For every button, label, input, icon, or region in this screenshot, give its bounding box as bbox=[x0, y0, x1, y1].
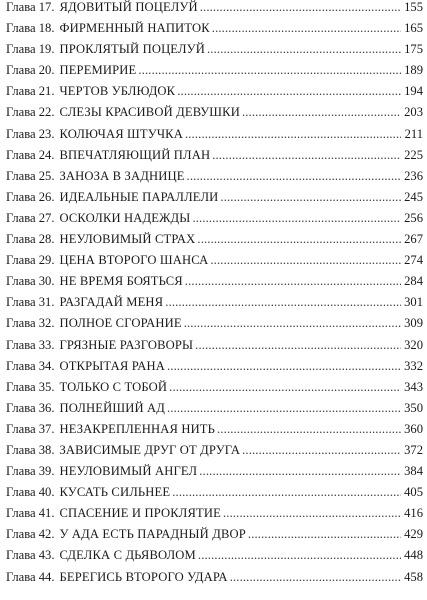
chapter-label: Глава 44. bbox=[6, 569, 55, 584]
chapter-label: Глава 30. bbox=[6, 274, 55, 289]
toc-entry bbox=[6, 208, 423, 229]
chapter-title: ФИРМЕННЫЙ НАПИТОК bbox=[59, 21, 210, 36]
chapter-title: НЕУЛОВИМЫЙ АНГЕЛ bbox=[59, 464, 198, 479]
chapter-title: БЕРЕГИСЬ ВТОРОГО УДАРА bbox=[59, 569, 228, 584]
dot-leader bbox=[197, 229, 401, 250]
dot-leader bbox=[185, 271, 401, 292]
chapter-title: КУСАТЬ СИЛЬНЕЕ bbox=[59, 485, 171, 500]
dot-leader bbox=[138, 60, 401, 81]
chapter-title: КОЛЮЧАЯ ШТУЧКА bbox=[59, 126, 183, 141]
chapter-title: ЯДОВИТЫЙ ПОЦЕЛУЙ bbox=[59, 0, 198, 14]
chapter-title: НЕЗАКРЕПЛЕННАЯ НИТЬ bbox=[59, 421, 216, 436]
dot-leader bbox=[199, 461, 401, 482]
dot-leader bbox=[177, 81, 401, 102]
page-number: 448 bbox=[404, 548, 423, 563]
page-number: 429 bbox=[404, 527, 423, 542]
page-number: 384 bbox=[404, 464, 423, 479]
dot-leader bbox=[210, 250, 401, 271]
toc-entry bbox=[6, 81, 423, 102]
dot-leader bbox=[187, 166, 401, 187]
page-number: 274 bbox=[404, 253, 423, 268]
chapter-title: ГРЯЗНЫЕ РАЗГОВОРЫ bbox=[59, 337, 194, 352]
page-number: 343 bbox=[404, 379, 423, 394]
chapter-label: Глава 41. bbox=[6, 506, 55, 521]
chapter-label: Глава 33. bbox=[6, 337, 55, 352]
dot-leader bbox=[167, 356, 401, 377]
chapter-label: Глава 34. bbox=[6, 358, 55, 373]
dot-leader bbox=[212, 145, 401, 166]
dot-leader bbox=[172, 482, 401, 503]
page-number: 225 bbox=[404, 147, 423, 162]
page-number: 203 bbox=[404, 105, 423, 120]
chapter-title: ОСКОЛКИ НАДЕЖДЫ bbox=[59, 210, 191, 225]
chapter-title: СДЕЛКА С ДЬЯВОЛОМ bbox=[59, 548, 196, 563]
toc-entry bbox=[6, 102, 423, 123]
chapter-label: Глава 42. bbox=[6, 527, 55, 542]
chapter-label: Глава 24. bbox=[6, 147, 55, 162]
chapter-title: ВПЕЧАТЛЯЮЩИЙ ПЛАН bbox=[59, 147, 211, 162]
chapter-label: Глава 27. bbox=[6, 210, 55, 225]
chapter-label: Глава 22. bbox=[6, 105, 55, 120]
chapter-label: Глава 37. bbox=[6, 421, 55, 436]
toc-entry bbox=[6, 524, 423, 545]
page-number: 309 bbox=[404, 316, 423, 331]
page-number: 211 bbox=[404, 126, 423, 141]
chapter-title: ПОЛНЕЙШИЙ АД bbox=[59, 400, 165, 415]
toc-entry bbox=[6, 545, 423, 566]
chapter-title: СЛЕЗЫ КРАСИВОЙ ДЕВУШКИ bbox=[59, 105, 240, 120]
dot-leader bbox=[198, 545, 401, 566]
chapter-label: Глава 25. bbox=[6, 168, 55, 183]
chapter-title: НЕ ВРЕМЯ БОЯТЬСЯ bbox=[59, 274, 183, 289]
chapter-title: У АДА ЕСТЬ ПАРАДНЫЙ ДВОР bbox=[59, 527, 246, 542]
chapter-title: ЗАНОЗА В ЗАДНИЦЕ bbox=[59, 168, 185, 183]
chapter-label: Глава 29. bbox=[6, 253, 55, 268]
dot-leader bbox=[169, 377, 401, 398]
dot-leader bbox=[165, 292, 401, 313]
chapter-label: Глава 23. bbox=[6, 126, 55, 141]
chapter-label: Глава 21. bbox=[6, 84, 55, 99]
toc-entry bbox=[6, 187, 423, 208]
dot-leader bbox=[242, 102, 401, 123]
toc-entry bbox=[6, 419, 423, 440]
page-number: 236 bbox=[404, 168, 423, 183]
chapter-title: ЗАВИСИМЫЕ ДРУГ ОТ ДРУГА bbox=[59, 442, 241, 457]
toc-entry bbox=[6, 39, 423, 60]
toc-entry bbox=[6, 482, 423, 503]
page-number: 405 bbox=[404, 485, 423, 500]
dot-leader bbox=[230, 567, 401, 588]
chapter-title: ЦЕНА ВТОРОГО ШАНСА bbox=[59, 253, 209, 268]
chapter-label: Глава 31. bbox=[6, 295, 55, 310]
toc-entry bbox=[6, 356, 423, 377]
page-number: 175 bbox=[404, 42, 423, 57]
chapter-title: ТОЛЬКО С ТОБОЙ bbox=[59, 379, 168, 394]
page-number: 458 bbox=[404, 569, 423, 584]
dot-leader bbox=[185, 124, 401, 145]
dot-leader bbox=[220, 187, 401, 208]
page-number: 267 bbox=[404, 232, 423, 247]
dot-leader bbox=[184, 313, 401, 334]
dot-leader bbox=[217, 419, 401, 440]
chapter-title: РАЗГАДАЙ МЕНЯ bbox=[59, 295, 164, 310]
toc-entry bbox=[6, 145, 423, 166]
chapter-label: Глава 40. bbox=[6, 485, 55, 500]
dot-leader bbox=[223, 503, 401, 524]
chapter-label: Глава 20. bbox=[6, 63, 55, 78]
toc-entry bbox=[6, 124, 423, 145]
page-number: 165 bbox=[404, 21, 423, 36]
chapter-title: ИДЕАЛЬНЫЕ ПАРАЛЛЕЛИ bbox=[59, 189, 219, 204]
page-number: 416 bbox=[404, 506, 423, 521]
chapter-title: ПОЛНОЕ СГОРАНИЕ bbox=[59, 316, 182, 331]
toc-entry bbox=[6, 503, 423, 524]
table-of-contents bbox=[6, 0, 423, 588]
toc-entry bbox=[6, 440, 423, 461]
page-number: 360 bbox=[404, 421, 423, 436]
toc-entry bbox=[6, 292, 423, 313]
chapter-label: Глава 39. bbox=[6, 464, 55, 479]
chapter-title: ПРОКЛЯТЫЙ ПОЦЕЛУЙ bbox=[59, 42, 205, 57]
toc-entry bbox=[6, 271, 423, 292]
toc-entry bbox=[6, 0, 423, 18]
page-number: 332 bbox=[404, 358, 423, 373]
dot-leader bbox=[248, 524, 401, 545]
toc-entry bbox=[6, 377, 423, 398]
dot-leader bbox=[242, 440, 401, 461]
chapter-label: Глава 28. bbox=[6, 232, 55, 247]
dot-leader bbox=[200, 0, 401, 18]
chapter-title: СПАСЕНИЕ И ПРОКЛЯТИЕ bbox=[59, 506, 221, 521]
chapter-label: Глава 35. bbox=[6, 379, 55, 394]
toc-entry bbox=[6, 567, 423, 588]
page-number: 155 bbox=[404, 0, 423, 14]
page-number: 301 bbox=[404, 295, 423, 310]
dot-leader bbox=[212, 18, 401, 39]
toc-entry bbox=[6, 166, 423, 187]
toc-entry bbox=[6, 398, 423, 419]
page-number: 372 bbox=[404, 442, 423, 457]
page-number: 284 bbox=[404, 274, 423, 289]
chapter-label: Глава 36. bbox=[6, 400, 55, 415]
page-number: 256 bbox=[404, 210, 423, 225]
page-number: 245 bbox=[404, 189, 423, 204]
toc-entry bbox=[6, 335, 423, 356]
chapter-title: ЧЕРТОВ УБЛЮДОК bbox=[59, 84, 176, 99]
dot-leader bbox=[167, 398, 401, 419]
chapter-label: Глава 32. bbox=[6, 316, 55, 331]
chapter-label: Глава 17. bbox=[6, 0, 55, 14]
chapter-title: НЕУЛОВИМЫЙ СТРАХ bbox=[59, 232, 196, 247]
chapter-label: Глава 19. bbox=[6, 42, 55, 57]
toc-entry bbox=[6, 313, 423, 334]
chapter-label: Глава 18. bbox=[6, 21, 55, 36]
toc-entry bbox=[6, 60, 423, 81]
dot-leader bbox=[207, 39, 401, 60]
chapter-title: ПЕРЕМИРИЕ bbox=[59, 63, 137, 78]
dot-leader bbox=[195, 335, 401, 356]
page-number: 194 bbox=[404, 84, 423, 99]
chapter-label: Глава 43. bbox=[6, 548, 55, 563]
dot-leader bbox=[192, 208, 401, 229]
toc-entry bbox=[6, 461, 423, 482]
chapter-label: Глава 26. bbox=[6, 189, 55, 204]
page-number: 189 bbox=[404, 63, 423, 78]
page-number: 320 bbox=[404, 337, 423, 352]
page-number: 350 bbox=[404, 400, 423, 415]
toc-entry bbox=[6, 229, 423, 250]
toc-entry bbox=[6, 18, 423, 39]
toc-entry bbox=[6, 250, 423, 271]
chapter-title: ОТКРЫТАЯ РАНА bbox=[59, 358, 165, 373]
chapter-label: Глава 38. bbox=[6, 442, 55, 457]
